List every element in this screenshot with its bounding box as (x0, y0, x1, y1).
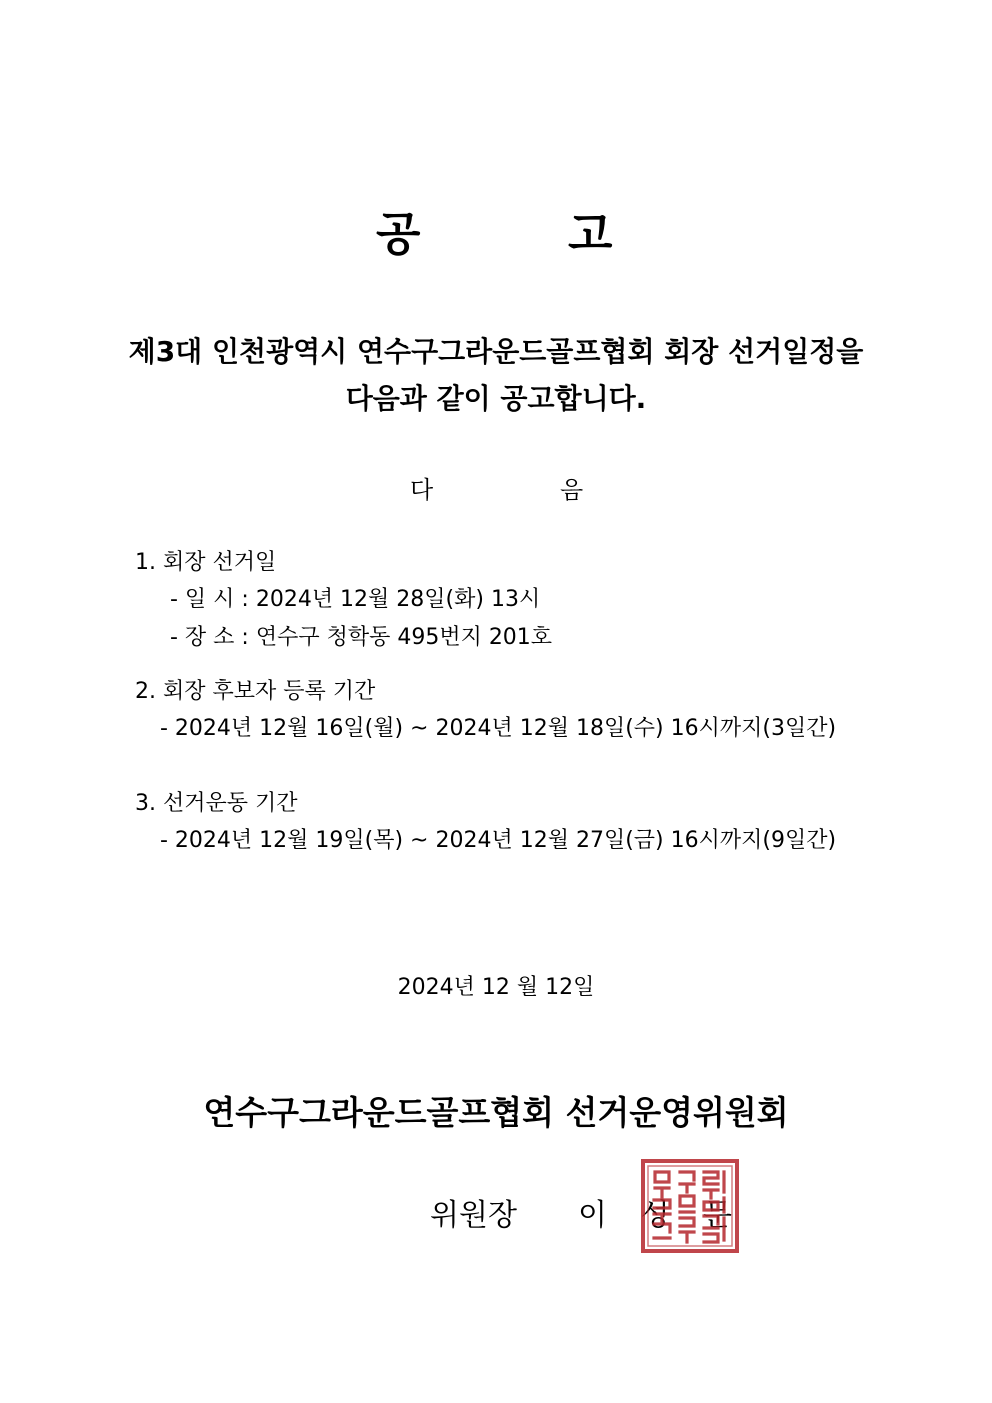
item-3-period: - 2024년 12월 19일(목) ~ 2024년 12월 27일(금) 16시까지(9일간) (160, 828, 837, 853)
notice-date: 2024년 12 월 12일 (397, 975, 595, 1000)
intro-line-2: 다음과 같이 공고합니다. (345, 382, 647, 415)
dauem-char-1: 다 (410, 476, 434, 504)
item-2-period: - 2024년 12월 16일(월) ~ 2024년 12월 18일(수) 16시까지(3일간) (160, 716, 837, 741)
item-1-heading: 1. 회장 선거일 (135, 550, 277, 575)
chair-title: 위원장 (430, 1198, 517, 1233)
official-seal-stamp (640, 1158, 740, 1254)
committee-name: 연수구그라운드골프협회 선거운영위원회 (203, 1093, 789, 1132)
title-char-2: 고 (568, 207, 613, 261)
item-2-heading: 2. 회장 후보자 등록 기간 (135, 679, 376, 704)
item-1-datetime: - 일 시 : 2024년 12월 28일(화) 13시 (170, 587, 541, 612)
intro-line-1: 제3대 인천광역시 연수구그라운드골프협회 회장 선거일정을 (128, 335, 864, 368)
chair-name: 이 성 문 (578, 1198, 745, 1233)
dauem-char-2: 음 (560, 476, 584, 504)
item-3-heading: 3. 선거운동 기간 (135, 791, 298, 816)
title-char-1: 공 (376, 207, 421, 261)
item-1-place: - 장 소 : 연수구 청학동 495번지 201호 (170, 625, 553, 650)
